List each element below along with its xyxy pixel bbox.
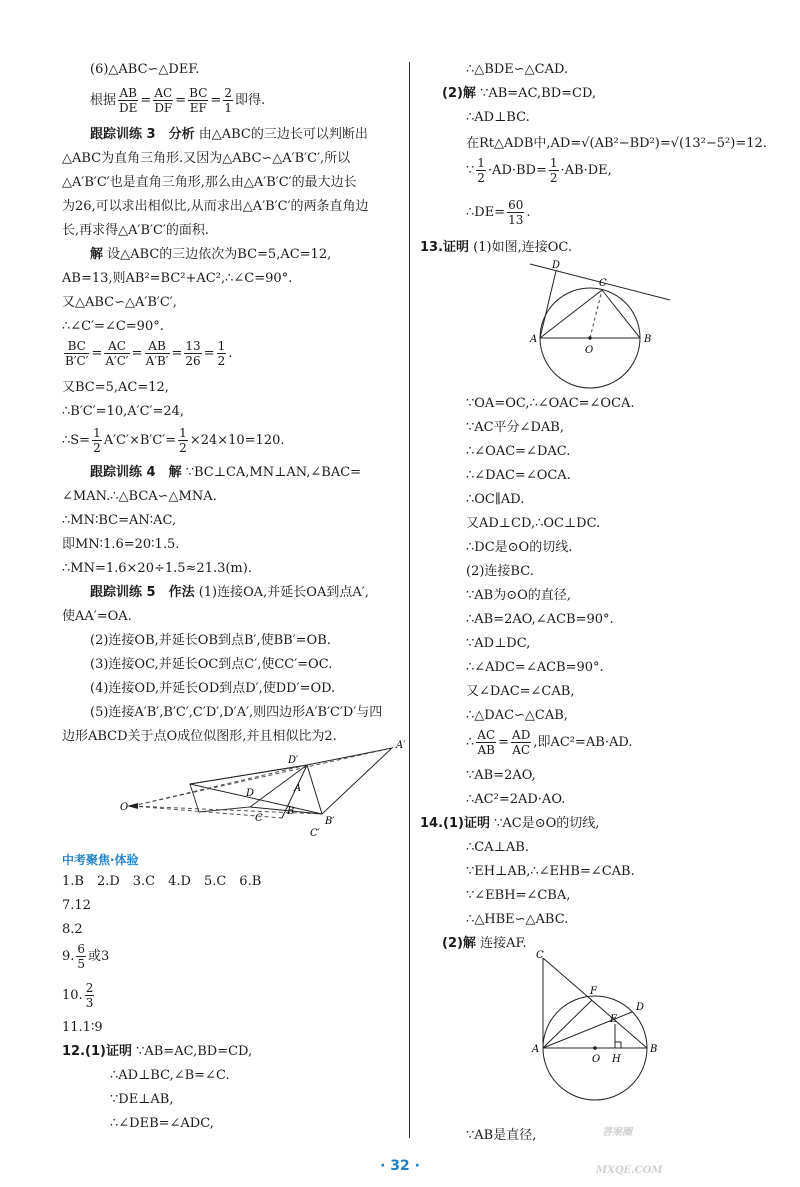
- text-line: 又∠DAC=∠CAB,: [466, 684, 575, 699]
- text-line: ∴MN∶BC=AN∶AC,: [62, 513, 177, 528]
- answer-line: 11.1∶9: [62, 1020, 103, 1035]
- circle-tangent-figure: [520, 258, 680, 398]
- svg-text:D: D: [636, 1002, 645, 1013]
- text-line: 又△ABC∽△A′B′C′,: [62, 295, 177, 310]
- svg-text:A: A: [532, 1044, 540, 1055]
- text-line: ∵EH⊥AB,∴∠EHB=∠CAB.: [466, 864, 635, 879]
- svg-text:O: O: [592, 1054, 601, 1065]
- svg-text:B: B: [650, 1044, 658, 1055]
- text-line: 跟踪训练 5 作法 (1)连接OA,并延长OA到点A′,: [90, 585, 369, 600]
- svg-text:F: F: [590, 986, 597, 997]
- page-number: · 32 ·: [380, 1158, 420, 1174]
- text-line: 在Rt△ADB中,AD=√(AB²−BD²)=√(13²−5²)=12.: [466, 136, 767, 151]
- section-heading: 中考聚焦·体验: [62, 853, 139, 867]
- text-line: 使AA′=OA.: [62, 609, 132, 624]
- text-line: AB=13,则AB²=BC²+AC²,∴∠C=90°.: [62, 271, 293, 286]
- svg-text:A: A: [530, 334, 538, 345]
- answer-line: ∵DE⊥AB,: [110, 1092, 174, 1107]
- text-line: ∵∠EBH=∠CBA,: [466, 888, 571, 903]
- text-line: ∴△DAC∽△CAB,: [466, 708, 568, 723]
- text-line: ∴∠OAC=∠DAC.: [466, 444, 571, 459]
- text-line: (4)连接OD,并延长OD到点D′,使DD′=OD.: [90, 681, 336, 696]
- answer-line: 12.(1)证明 ∵AB=AC,BD=CD,: [62, 1044, 253, 1059]
- svg-text:D: D: [552, 260, 561, 271]
- text-line: (2)解 连接AF.: [442, 936, 527, 951]
- text-line: ∴ $\frac{AC}{AB}$ = $\frac{AD}{AC}$ ,即AC²=AB·AD.: [466, 728, 633, 757]
- svg-text:D′: D′: [288, 755, 299, 766]
- answer-line: 1.B 2.D 3.C 4.D 5.C 6.B: [62, 874, 262, 889]
- text-line: 14.(1)证明 ∵AC是⊙O的切线,: [420, 816, 600, 831]
- svg-text:C: C: [599, 278, 607, 289]
- text-line: (6)△ABC∽△DEF.: [90, 62, 200, 77]
- text-line: ∵AB是直径,: [466, 1128, 537, 1143]
- svg-text:C: C: [255, 813, 263, 824]
- text-line: ∵ $\frac{1}{2}$ ·AD·BD= $\frac{1}{2}$ ·AB·DE,: [466, 156, 612, 185]
- svg-text:C: C: [536, 950, 544, 961]
- text-line: ∵AD⊥DC,: [466, 636, 531, 651]
- svg-text:O: O: [585, 345, 594, 356]
- answer-line: 7.12: [62, 898, 91, 913]
- homothety-figure: [122, 736, 412, 848]
- answer-line: 8.2: [62, 922, 83, 937]
- watermark-bottom: MXQE.COM: [596, 1165, 663, 1176]
- text-line: 13.证明 (1)如图,连接OC.: [420, 240, 572, 255]
- text-line: △A′B′C′也是直角三角形,那么由△A′B′C′的最大边长: [62, 175, 357, 190]
- text-line: (2)连接BC.: [466, 564, 534, 579]
- answer-line: ∴∠DEB=∠ADC,: [110, 1116, 214, 1131]
- text-line: ∵AB=2AO,: [466, 768, 536, 783]
- text-line: ∵AC平分∠DAB,: [466, 420, 564, 435]
- text-line: ∴∠DAC=∠OCA.: [466, 468, 571, 483]
- text-line: (2)连接OB,并延长OB到点B′,使BB′=OB.: [90, 633, 331, 648]
- text-line: ∴S= $\frac{1}{2}$ A′C′×B′C′= $\frac{1}{2}$ ×24×10=120.: [62, 426, 285, 455]
- svg-text:B: B: [287, 806, 295, 817]
- svg-text:A: A: [294, 783, 302, 794]
- answer-line: 10. $\frac{2}{3}$: [62, 981, 94, 1010]
- text-line: ∵AB为⊙O的直径,: [466, 588, 571, 603]
- watermark-top: 答案圈: [602, 1127, 632, 1138]
- text-line: ∠MAN.∴△BCA∽△MNA.: [62, 489, 217, 504]
- svg-text:D: D: [246, 788, 255, 799]
- text-line: ∴DC是⊙O的切线.: [466, 540, 573, 555]
- text-line: 跟踪训练 4 解 ∵BC⊥CA,MN⊥AN,∠BAC=: [90, 465, 362, 480]
- answer-line: ∴AD⊥BC,∠B=∠C.: [110, 1068, 230, 1083]
- text-line: ∴OC∥AD.: [466, 492, 525, 507]
- text-line: ∵OA=OC,∴∠OAC=∠OCA.: [466, 396, 635, 411]
- svg-text:C′: C′: [310, 828, 320, 839]
- svg-text:B′: B′: [325, 816, 335, 827]
- text-line: 跟踪训练 3 分析 由△ABC的三边长可以判断出: [90, 127, 368, 142]
- text-line: 又BC=5,AC=12,: [62, 380, 169, 395]
- answer-line: 9. $\frac{6}{5}$ 或3: [62, 942, 110, 971]
- text-line: (5)连接A′B′,B′C′,C′D′,D′A′,则四边形A′B′C′D′与四: [90, 705, 383, 720]
- text-line: 又AD⊥CD,∴OC⊥DC.: [466, 516, 601, 531]
- text-line: ∴MN=1.6×20÷1.5≈21.3(m).: [62, 561, 252, 576]
- svg-text:H: H: [612, 1054, 621, 1065]
- text-line: 根据 $\frac{AB}{DE}$ = $\frac{AC}{DF}$ = $\frac{BC}{EF}$ = $\frac{2}{1}$ 即得.: [90, 86, 266, 115]
- right-triangle-circle-figure: [530, 952, 660, 1102]
- text-line: (3)连接OC,并延长OC到点C′,使CC′=OC.: [90, 657, 333, 672]
- text-line: ∴AC²=2AD·AO.: [466, 792, 566, 807]
- watermark-logo: [592, 1093, 782, 1179]
- svg-text:A′: A′: [396, 740, 406, 751]
- svg-text:B: B: [644, 334, 652, 345]
- text-line: ∴B′C′=10,A′C′=24,: [62, 404, 185, 419]
- text-line: ∴∠C′=∠C=90°.: [62, 319, 164, 334]
- text-line: ∴△BDE∽△CAD.: [466, 62, 569, 77]
- text-line: 解 设△ABC的三边依次为BC=5,AC=12,: [90, 247, 332, 262]
- text-line: ∴CA⊥AB.: [466, 840, 529, 855]
- text-line: ∴△HBE∽△ABC.: [466, 912, 569, 927]
- text-line: 长,再求得△A′B′C′的面积.: [62, 223, 210, 238]
- column-divider: [409, 62, 410, 1138]
- svg-text:E: E: [610, 1014, 618, 1025]
- svg-text:O: O: [120, 802, 129, 813]
- text-line: $\frac{BC}{B'C'}$ = $\frac{AC}{A'C'}$ = $\frac{AB}{A'B'}$ = $\frac{13}{26}$ = $\frac{1}{2}$ .: [65, 339, 233, 368]
- text-line: 边形ABCD关于点O成位似图形,并且相似比为2.: [62, 729, 337, 744]
- text-line: ∴DE= $\frac{60}{13}$ .: [466, 198, 531, 227]
- text-line: ∴∠ADC=∠ACB=90°.: [466, 660, 604, 675]
- text-line: ∴AD⊥BC.: [466, 110, 530, 125]
- text-line: 即MN∶1.6=20∶1.5.: [62, 537, 180, 552]
- text-line: △ABC为直角三角形.又因为△ABC∽△A′B′C′,所以: [62, 151, 351, 166]
- text-line: 为26,可以求出相似比,从而求出△A′B′C′的两条直角边: [62, 199, 369, 214]
- text-line: (2)解 ∵AB=AC,BD=CD,: [442, 86, 597, 101]
- text-line: ∴AB=2AO,∠ACB=90°.: [466, 612, 614, 627]
